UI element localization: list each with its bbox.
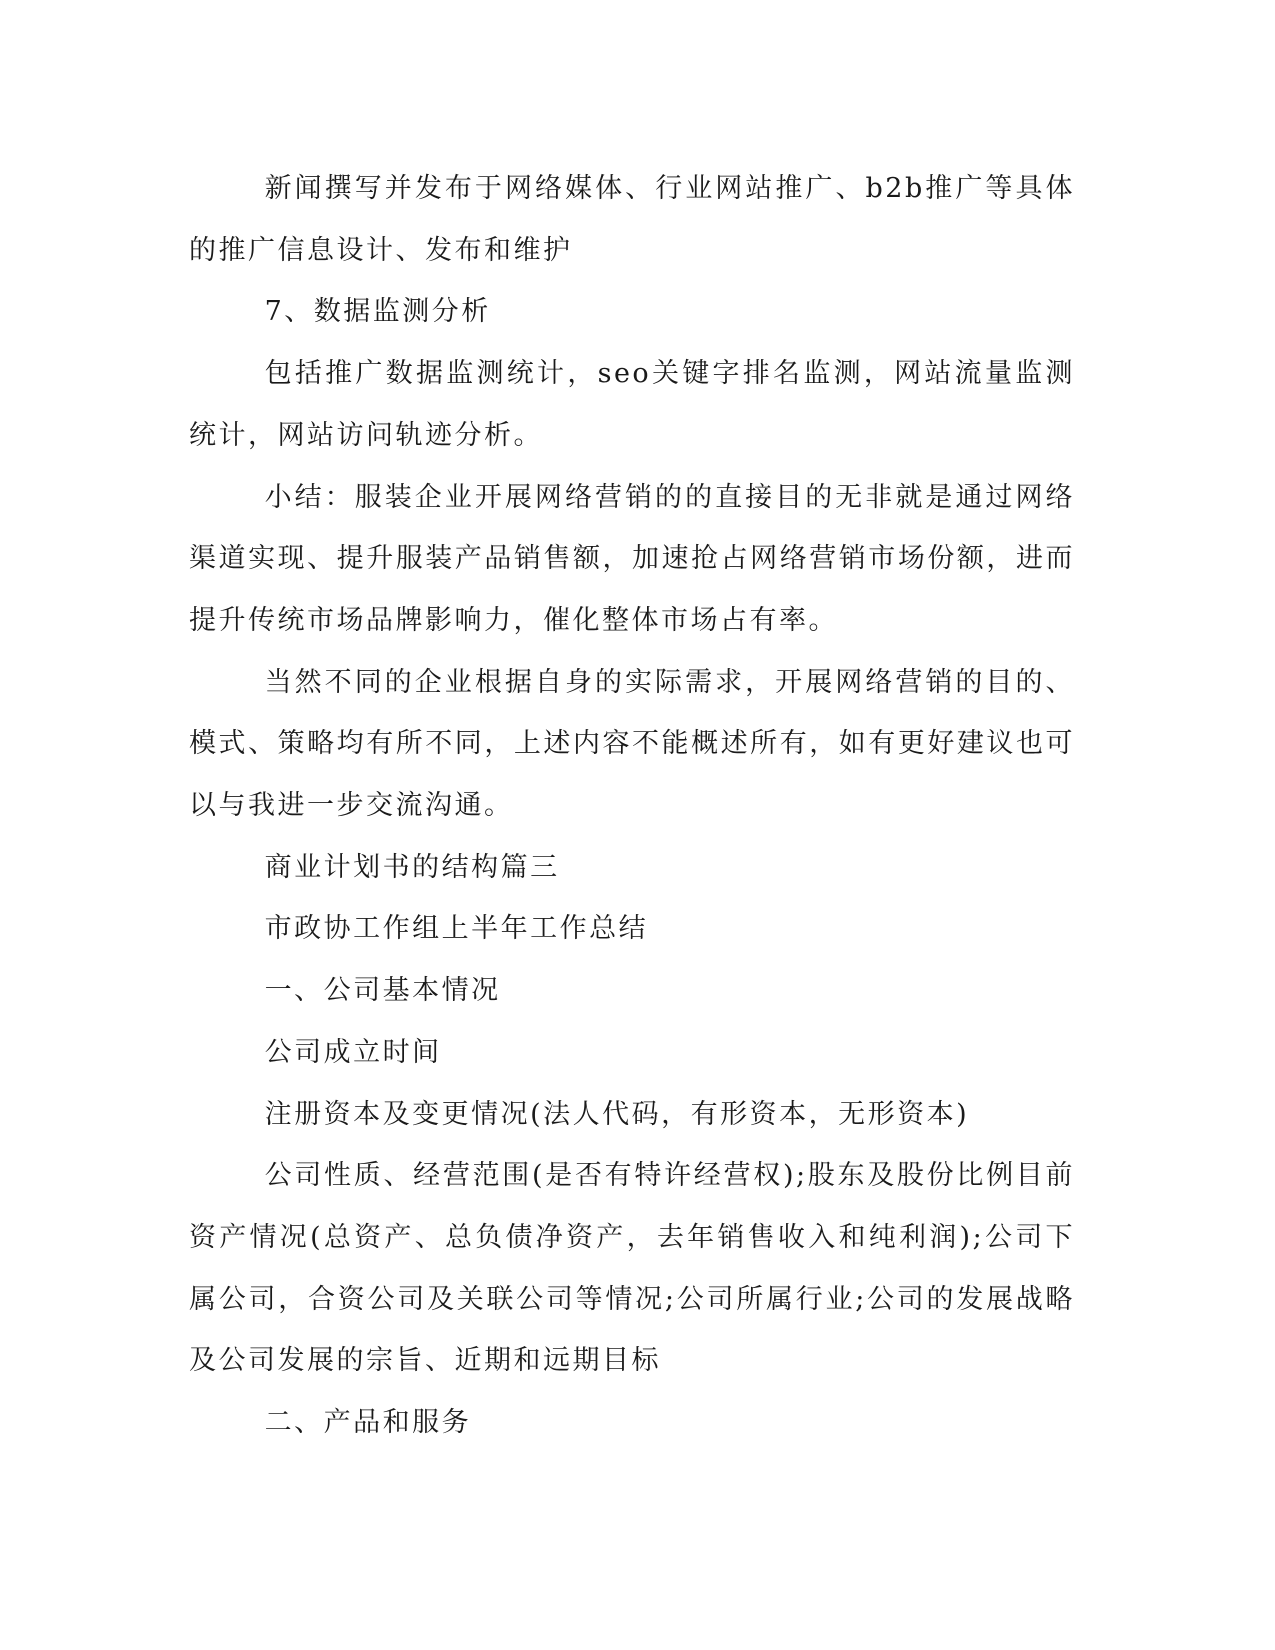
item-founding-time: 公司成立时间 bbox=[264, 1036, 442, 1068]
heading-products-services: 二、产品和服务 bbox=[264, 1407, 472, 1439]
paragraph-summary: 小结：服装企业开展网络营销的的直接目的无非就是通过网络渠道实现、提升服装产品销售额，加速抢占网络营销市场份额，进而提升传统市场品牌影响力，催化整体市场占有率。 bbox=[189, 481, 1075, 636]
document-body bbox=[189, 158, 1075, 1454]
item-registered-capital: 注册资本及变更情况(法人代码，有形资本，无形资本) bbox=[264, 1098, 970, 1130]
heading-data-monitoring: 7、数据监测分析 bbox=[264, 296, 491, 328]
heading-business-plan-part-three: 商业计划书的结构篇三 bbox=[264, 851, 560, 883]
paragraph-promotion-design: 新闻撰写并发布于网络媒体、行业网站推广、b2b推广等具体的推广信息设计、发布和维护 bbox=[189, 173, 1075, 266]
paragraph-company-nature: 公司性质、经营范围(是否有特许经营权);股东及股份比例目前资产情况(总资产、总负债净资产，去年销售收入和纯利润);公司下属公司，合资公司及关联公司等情况;公司所属行业;公司的发展战略及公司发展的宗旨、近期和远期目标 bbox=[189, 1160, 1075, 1377]
paragraph-closing-note: 当然不同的企业根据自身的实际需求，开展网络营销的目的、模式、策略均有所不同，上述内容不能概述所有，如有更好建议也可以与我进一步交流沟通。 bbox=[189, 666, 1075, 822]
heading-company-basics: 一、公司基本情况 bbox=[264, 975, 501, 1007]
paragraph-monitoring-detail: 包括推广数据监测统计，seo关键字排名监测，网站流量监测统计，网站访问轨迹分析。 bbox=[189, 358, 1075, 451]
heading-work-summary: 市政协工作组上半年工作总结 bbox=[264, 913, 649, 945]
